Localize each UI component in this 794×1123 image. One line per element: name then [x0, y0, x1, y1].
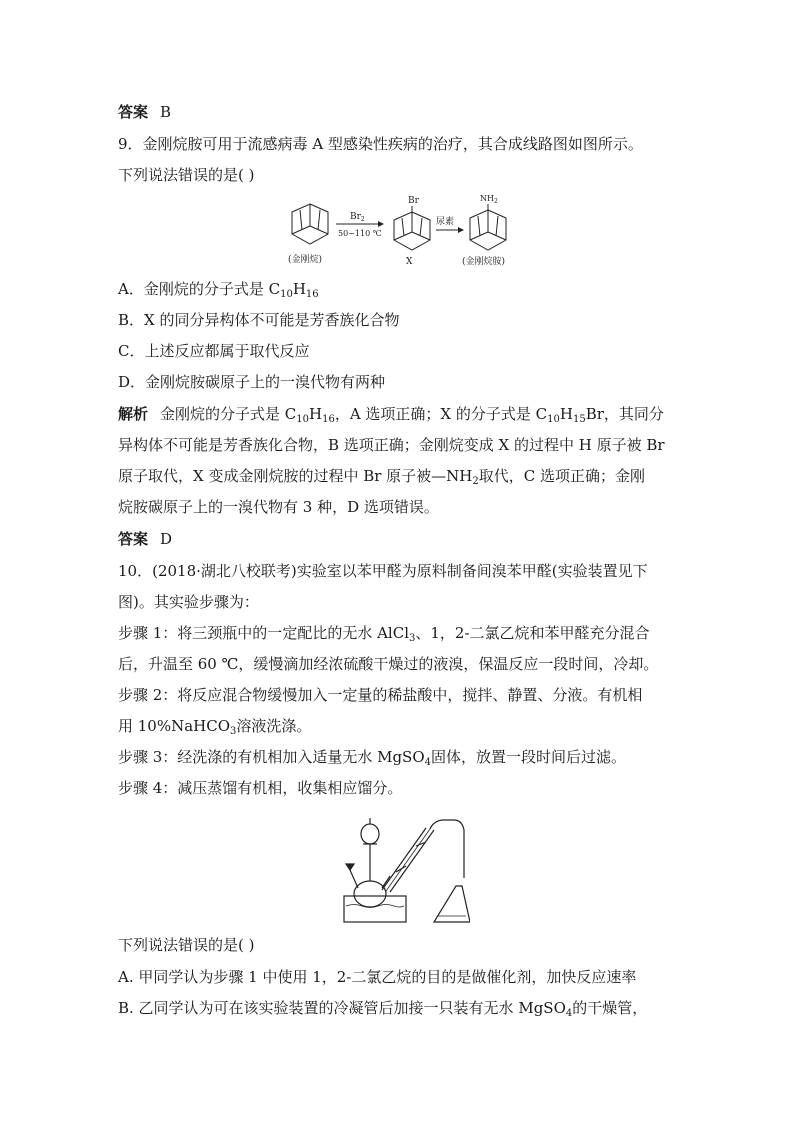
- answer-value: D: [160, 530, 173, 548]
- q10-step3: 步骤 3：经洗涤的有机相加入适量无水 MgSO$_4$固体，放置一段时间后过滤。: [118, 748, 627, 768]
- adamantane-left: [292, 204, 328, 244]
- substituent-br: Br: [408, 196, 419, 206]
- condenser-inner: [386, 829, 430, 891]
- q9-analysis-line4: 烷胺碳原子上的一溴代物有 3 种，D 选项错误。: [118, 498, 439, 516]
- analysis-label: 解析: [118, 405, 149, 423]
- q9-analysis-line2: 异构体不可能是芳香族化合物，B 选项正确；金刚烷变成 X 的过程中 H 原子被 Br: [118, 436, 665, 454]
- q10-step1-line2: 后，升温至 60 ℃，缓慢滴加经浓硫酸干燥过的液溴，保温反应一段时间，冷却。: [118, 655, 659, 673]
- dropping-funnel: [361, 824, 379, 844]
- thermometer-top: [346, 864, 354, 870]
- label-x: X: [406, 257, 413, 267]
- water-bath: [344, 896, 406, 922]
- q9-option-b: B．X 的同分异构体不可能是芳香族化合物: [118, 311, 400, 329]
- q9-option-c: C．上述反应都属于取代反应: [118, 342, 310, 360]
- q10-step4: 步骤 4：减压蒸馏有机相，收集相应馏分。: [118, 779, 403, 797]
- condenser-outer-right: [390, 830, 434, 892]
- amantadine: [470, 204, 506, 250]
- q10-step2-line1: 步骤 2：将反应混合物缓慢加入一定量的稀盐酸中，搅拌、静置、分液。有机相: [118, 686, 643, 704]
- outlet-tube: [430, 820, 464, 878]
- q9-analysis-line1: 解析 金刚烷的分子式是 $C_{10}H_{16}$，A 选项正确；X 的分子式是 $C_{10}H_{15}Br$，其同分: [118, 405, 664, 425]
- q10-step2-line2: 用 10%NaHCO$_3$溶液洗涤。: [118, 717, 312, 737]
- reagent-br2: $Br_2$: [350, 212, 365, 223]
- arrow-1-head: [378, 221, 384, 227]
- condenser-outer-left: [382, 828, 426, 890]
- answer-label: 答案: [118, 103, 149, 121]
- q10-stem-line1: 10．(2018·湖北八校联考)实验室以苯甲醛为原料制备间溴苯甲醛(实验装置见下: [118, 562, 648, 580]
- answer-value: B: [160, 103, 172, 121]
- q10-option-a: A. 甲同学认为步骤 1 中使用 1，2-二氯乙烷的目的是做催化剂，加快反应速率: [118, 968, 637, 986]
- distillation-apparatus: [330, 808, 470, 928]
- q9-analysis-line3: 原子取代，X 变成金刚烷胺的过程中 Br 原子被$—NH_2$取代，C 选项正确；金刚: [118, 467, 646, 487]
- reagent-temperature: 50~110 ℃: [338, 229, 382, 238]
- compound-x: [394, 206, 430, 250]
- q8-answer: [118, 102, 171, 122]
- q9-answer: [118, 529, 172, 549]
- arrow-2-head: [458, 227, 464, 233]
- q10-option-b: B. 乙同学认为可在该实验装置的冷凝管后加接一只装有无水 MgSO$_4$的干燥管，: [118, 999, 648, 1019]
- answer-label: 答案: [118, 530, 149, 548]
- label-amantadine: (金刚烷胺): [462, 257, 506, 267]
- q9-stem-line2: 下列说法错误的是( ): [118, 166, 255, 184]
- reagent-urea: 尿素: [436, 217, 455, 227]
- erlenmeyer-flask: [434, 886, 470, 922]
- q10-step1-line1: 步骤 1：将三颈瓶中的一定配比的无水 AlCl$_3$、1，2-二氯乙烷和苯甲醛充分混合: [118, 624, 650, 644]
- q10-stem-line2: 图)。其实验步骤为：: [118, 593, 259, 611]
- three-neck-flask: [354, 881, 386, 907]
- q10-question: 下列说法错误的是( ): [118, 936, 255, 954]
- substituent-nh2: $NH_2$: [480, 194, 498, 205]
- flask-side-neck-right: [382, 876, 390, 888]
- label-adamantane: (金刚烷): [288, 255, 323, 265]
- q9-option-a: A．金刚烷的分子式是 $C_{10}H_{16}$: [118, 280, 319, 300]
- flask-side-neck-left: [350, 870, 358, 888]
- q9-reaction-scheme: [280, 190, 520, 272]
- q9-option-d: D．金刚烷胺碳原子上的一溴代物有两种: [118, 373, 386, 391]
- q9-stem-line1: 9．金刚烷胺可用于流感病毒 A 型感染性疾病的治疗，其合成线路图如图所示。: [118, 135, 643, 153]
